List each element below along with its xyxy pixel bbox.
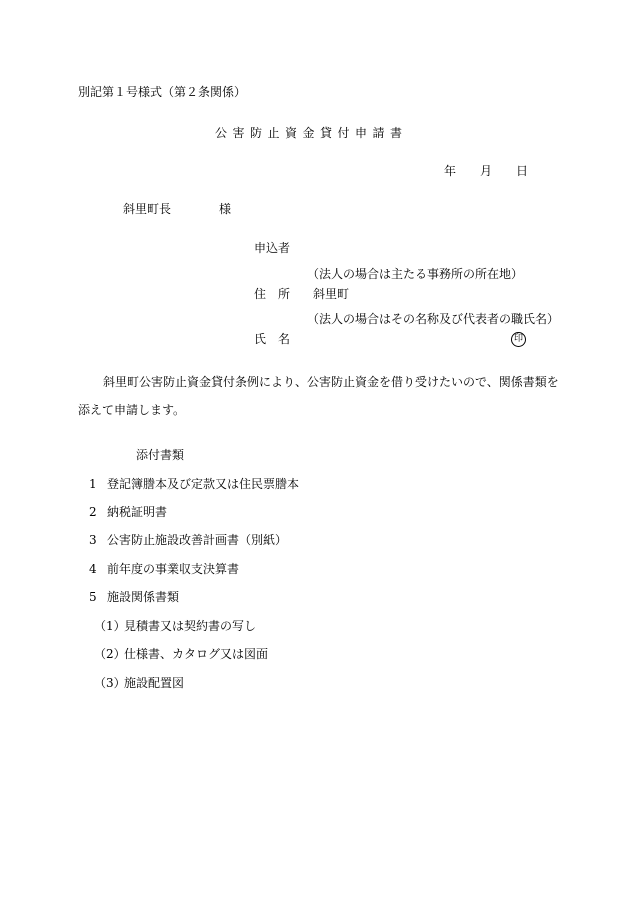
addressee-honorific: 様 (219, 202, 232, 216)
attachment-num: 2 (89, 505, 97, 519)
attachment-text: 公害防止施設改善計画書（別紙） (107, 533, 288, 547)
address-value: 斜里町 (313, 287, 350, 301)
attachment-sub-num: （3） (94, 676, 126, 690)
attachment-num: 3 (89, 533, 97, 547)
attachment-text: 登記簿謄本及び定款又は住民票謄本 (107, 477, 300, 491)
attachment-sub-num: （2） (94, 647, 126, 661)
attachment-text: 納税証明書 (107, 505, 168, 519)
address-label-char-1: 住 (254, 287, 267, 301)
attachments-heading: 添付書類 (136, 448, 185, 462)
attachment-sub-text: 仕様書、カタログ又は図面 (124, 647, 269, 661)
body-line-1: 斜里町公害防止資金貸付条例により、公害防止資金を借り受けたいので、関係書類を (103, 375, 559, 389)
attachment-text: 前年度の事業収支決算書 (107, 562, 240, 576)
document-title: 公害防止資金貸付申請書 (215, 126, 408, 140)
date-day-label: 日 (516, 164, 529, 178)
attachment-num: 5 (89, 590, 97, 604)
attachment-sub-num: （1） (94, 619, 126, 633)
seal-wrapper (511, 331, 526, 347)
form-reference: 別記第１号様式（第２条関係） (78, 85, 247, 99)
attachment-sub-text: 見積書又は契約書の写し (124, 619, 257, 633)
body-line-2: 添えて申請します。 (78, 403, 186, 417)
attachment-sub-text: 施設配置図 (124, 676, 185, 690)
attachment-text: 施設関係書類 (107, 590, 180, 604)
seal-mark: 印 (511, 332, 526, 347)
address-note: （法人の場合は主たる事務所の所在地） (307, 267, 524, 281)
name-label-char-1: 氏 (254, 332, 267, 346)
date-year-label: 年 (444, 164, 457, 178)
name-note: （法人の場合はその名称及び代表者の職氏名） (307, 312, 560, 326)
attachment-num: 1 (89, 477, 97, 491)
address-label (254, 288, 290, 300)
date-month-label: 月 (480, 164, 493, 178)
name-label-char-2: 名 (278, 332, 291, 346)
attachment-num: 4 (89, 562, 97, 576)
addressee-name: 斜里町長 (123, 202, 172, 216)
applicant-heading: 申込者 (254, 241, 291, 255)
name-label (254, 333, 290, 345)
address-label-char-2: 所 (278, 287, 291, 301)
